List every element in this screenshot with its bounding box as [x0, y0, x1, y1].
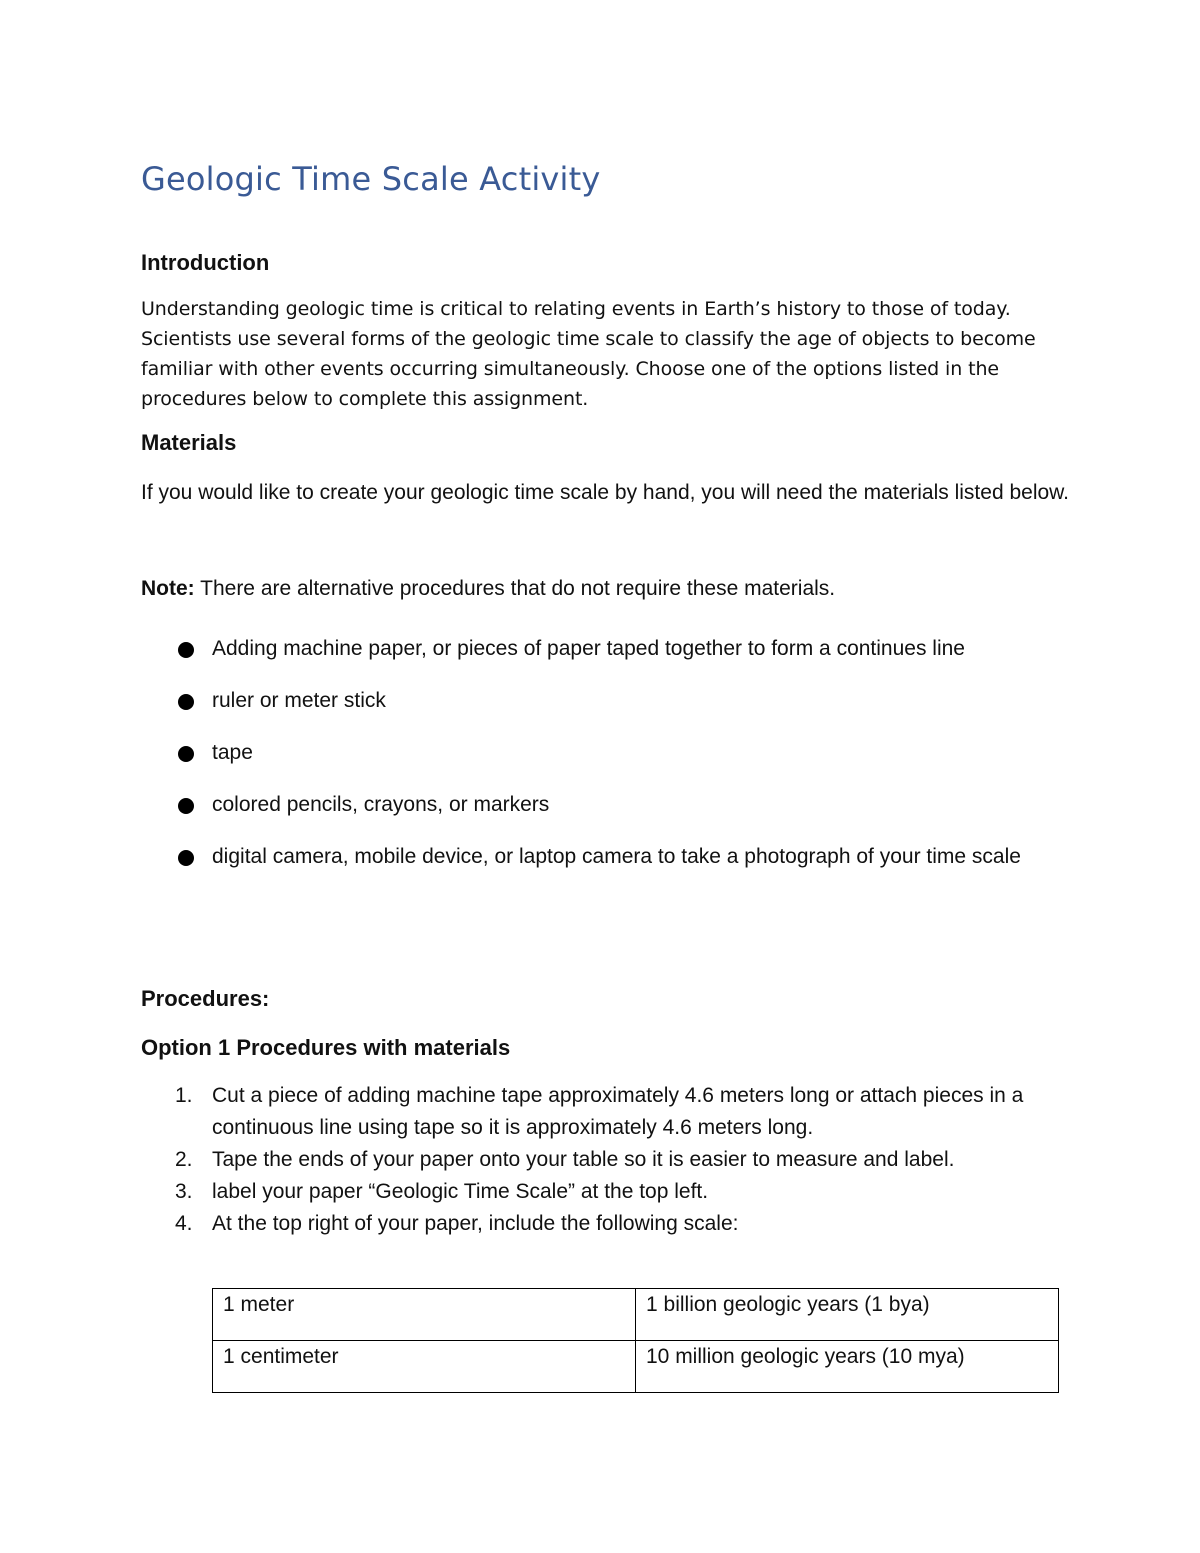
table-cell: 1 meter	[213, 1289, 636, 1341]
list-item: ruler or meter stick	[141, 682, 1071, 720]
materials-list	[141, 630, 1071, 890]
introduction-heading: Introduction	[141, 250, 270, 275]
list-item: colored pencils, crayons, or markers	[141, 786, 1071, 824]
table-cell: 1 centimeter	[213, 1341, 636, 1393]
option1-heading: Option 1 Procedures with materials	[141, 1035, 511, 1060]
step-item: 3. label your paper “Geologic Time Scale” at the top left.	[175, 1180, 709, 1203]
scale-table	[212, 1288, 1059, 1393]
note-text: There are alternative procedures that do not require these materials.	[194, 577, 836, 600]
list-item: digital camera, mobile device, or laptop camera to take a photograph of your time scale	[141, 838, 1071, 876]
note-label: Note:	[141, 577, 195, 600]
table-row	[213, 1341, 1059, 1393]
list-item: Adding machine paper, or pieces of paper taped together to form a continues line	[141, 630, 1071, 668]
step-item: 2. Tape the ends of your paper onto your table so it is easier to measure and label.	[175, 1148, 955, 1171]
list-item: tape	[141, 734, 1071, 772]
procedure-steps	[141, 1080, 1071, 1240]
page-title: Geologic Time Scale Activity	[141, 160, 601, 198]
materials-paragraph: If you would like to create your geologic time scale by hand, you will need the materials listed below.	[141, 481, 1069, 504]
procedures-heading: Procedures:	[141, 986, 270, 1011]
bullet-icon	[178, 798, 194, 814]
step-item: 1. Cut a piece of adding machine tape approximately 4.6 meters long or attach pieces in a continuous line using tape so it is approximately 4.6 meters long.	[175, 1084, 1024, 1139]
bullet-icon	[178, 642, 194, 658]
bullet-icon	[178, 746, 194, 762]
introduction-paragraph: Understanding geologic time is critical to relating events in Earth’s history to those of today. Scientists use several forms of the geologic time scale to classify the age of objects to become familiar with other events occurring simultaneously. Choose one of the options listed in the procedures below to complete this assignment.	[141, 298, 1036, 410]
step-item: 4. At the top right of your paper, include the following scale:	[175, 1212, 739, 1235]
table-cell: 1 billion geologic years (1 bya)	[636, 1289, 1059, 1341]
bullet-icon	[178, 694, 194, 710]
materials-heading: Materials	[141, 430, 237, 455]
bullet-icon	[178, 850, 194, 866]
table-cell: 10 million geologic years (10 mya)	[636, 1341, 1059, 1393]
materials-note	[141, 574, 1071, 604]
table-row	[213, 1289, 1059, 1341]
